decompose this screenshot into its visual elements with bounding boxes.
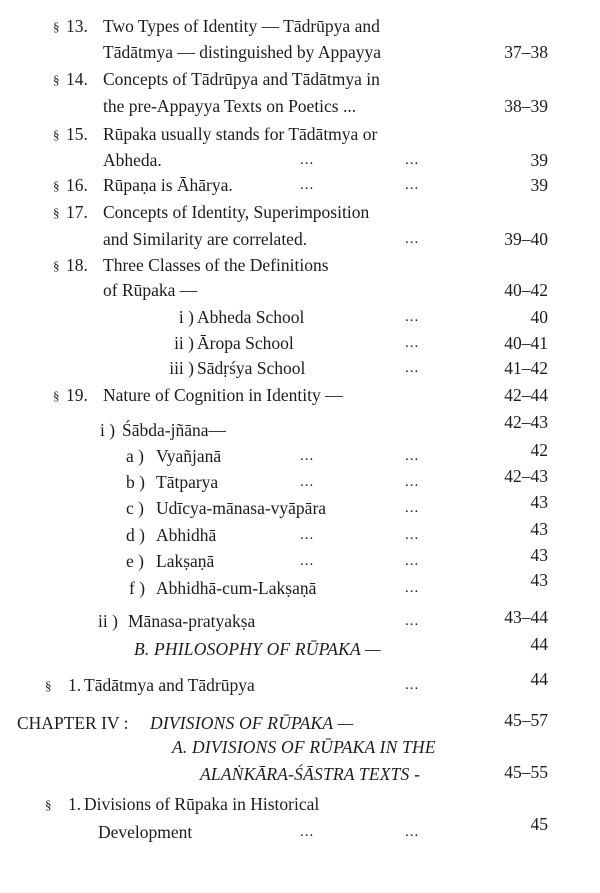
page-number: 42–43 [504, 466, 548, 486]
leader-dots: ... [405, 177, 420, 193]
toc-chapter-4 [0, 711, 600, 735]
subentry-label: ii ) [98, 611, 118, 631]
page-number: 37–38 [504, 42, 548, 62]
toc-entry-17 [0, 200, 600, 224]
item-label: c ) [126, 498, 144, 518]
leader-dots: ... [405, 824, 420, 840]
toc-entry-15 [0, 122, 600, 146]
page-number: 43 [530, 492, 548, 512]
entry-title: Divisions of Rūpaka in Historical [84, 794, 320, 814]
entry-title-cont: Tādātmya — distinguished by Appayya [103, 42, 382, 62]
page-number: 40–42 [504, 280, 548, 300]
page-number: 40–41 [504, 333, 548, 353]
toc-subentry-19-ii [0, 609, 600, 633]
entry-number: 18. [66, 255, 88, 275]
page-number: 43 [530, 519, 548, 539]
leader-dots: ... [405, 553, 420, 569]
entry-title: Concepts of Tādrūpya and Tādātmya in [103, 69, 380, 89]
subentry-label: i ) [100, 420, 116, 440]
leader-dots: ... [405, 309, 420, 325]
toc-part-a [0, 735, 600, 759]
toc-subentry-19-i-page [0, 410, 600, 434]
toc-subentry-18-i [0, 305, 600, 329]
leader-dots: ... [405, 580, 420, 596]
page-number: 43 [530, 570, 548, 590]
entry-title-cont: of Rūpaka — [103, 280, 198, 300]
toc-entry-a1-cont [0, 814, 600, 844]
subentry-title: Āropa School [197, 333, 294, 353]
item-label: b ) [126, 472, 145, 492]
toc-item-19-e [0, 545, 600, 573]
leader-dots: ... [300, 824, 315, 840]
entry-title: Concepts of Identity, Superimposition [103, 202, 370, 222]
item-label: a ) [126, 446, 144, 466]
chapter-label: CHAPTER IV : [17, 713, 129, 733]
section-mark: § [53, 72, 60, 87]
leader-dots: ... [405, 677, 420, 693]
entry-title: Tādātmya and Tādrūpya [84, 675, 255, 695]
page-number: 39 [530, 150, 548, 170]
leader-dots: ... [300, 474, 315, 490]
item-label: e ) [126, 551, 144, 571]
page-number: 42 [530, 440, 548, 460]
entry-title: Three Classes of the Definitions [103, 255, 329, 275]
entry-number: 1. [68, 675, 82, 695]
toc-entry-19 [0, 383, 600, 407]
entry-title: Rūpaṇa is Āhārya. [103, 175, 233, 195]
page-number: 43–44 [504, 607, 548, 627]
section-mark: § [53, 127, 60, 142]
chapter-title: DIVISIONS OF RŪPAKA — [150, 713, 354, 733]
leader-dots: ... [405, 500, 420, 516]
toc-item-19-f [0, 570, 600, 600]
page-number: 43 [530, 545, 548, 565]
page-number: 45–55 [504, 762, 548, 782]
toc-entry-14-cont [0, 94, 600, 118]
page-number: 44 [530, 634, 548, 654]
leader-dots: ... [300, 553, 315, 569]
section-mark: § [53, 19, 60, 34]
subentry-title: Mānasa-pratyakṣa [128, 611, 256, 631]
page-number: 38–39 [504, 96, 548, 116]
subentry-title: Sādṛśya School [197, 358, 306, 378]
leader-dots: ... [405, 360, 420, 376]
toc-part-a-cont [0, 762, 600, 786]
item-title: Tātparya [156, 472, 219, 492]
leader-dots: ... [405, 474, 420, 490]
item-label: f ) [129, 578, 146, 598]
entry-number: 1. [68, 794, 82, 814]
toc-entry-b1 [0, 669, 600, 697]
page-number: 41–42 [504, 358, 548, 378]
subentry-label: iii ) [169, 358, 194, 378]
leader-dots: ... [405, 231, 420, 247]
entry-number: 16. [66, 175, 88, 195]
leader-dots: ... [300, 527, 315, 543]
toc-entry-14 [0, 67, 600, 91]
page-number: 45 [530, 814, 548, 834]
item-title: Udīcya-mānasa-vyāpāra [156, 498, 327, 518]
leader-dots: ... [405, 613, 420, 629]
page-number: 44 [530, 669, 548, 689]
toc-part-b [0, 634, 600, 661]
leader-dots: ... [405, 448, 420, 464]
entry-title: Rūpaka usually stands for Tādātmya or [103, 124, 378, 144]
toc-entry-a1 [0, 792, 600, 816]
toc-item-19-b [0, 466, 600, 494]
item-label: d ) [126, 525, 145, 545]
entry-number: 17. [66, 202, 88, 222]
section-mark: § [53, 178, 60, 193]
page-number: 39 [530, 175, 548, 195]
entry-title-cont: and Similarity are correlated. [103, 229, 308, 249]
entry-title: Two Types of Identity — Tādrūpya and [103, 16, 380, 36]
subentry-title: Abheda School [197, 307, 305, 327]
page-number: 42–44 [504, 385, 548, 405]
section-mark: § [53, 388, 60, 403]
item-title: Lakṣaṇā [156, 551, 215, 571]
item-title: Abhidhā-cum-Lakṣaṇā [156, 578, 317, 598]
entry-title-cont: the pre-Appayya Texts on Poetics ... [103, 96, 357, 116]
page-number: 45–57 [504, 710, 548, 730]
toc-entry-16 [0, 173, 600, 197]
leader-dots: ... [405, 335, 420, 351]
toc-entry-18-cont [0, 278, 600, 302]
entry-title-cont: Development [98, 822, 193, 842]
page-number: 39–40 [504, 229, 548, 249]
leader-dots: ... [405, 152, 420, 168]
page-number: 42–43 [504, 412, 548, 432]
page-number: 40 [530, 307, 548, 327]
toc-entry-13-cont [0, 40, 600, 64]
item-title: Vyañjanā [156, 446, 222, 466]
entry-number: 19. [66, 385, 88, 405]
entry-title: Nature of Cognition in Identity — [103, 385, 343, 405]
part-heading-cont: ALAṄKĀRA-ŚĀSTRA TEXTS - [200, 764, 421, 784]
part-heading: A. DIVISIONS OF RŪPAKA IN THE [172, 737, 436, 757]
leader-dots: ... [300, 448, 315, 464]
section-mark: § [45, 678, 52, 693]
subentry-label: i ) [178, 307, 194, 327]
entry-number: 14. [66, 69, 88, 89]
part-heading: B. PHILOSOPHY OF RŪPAKA — [134, 639, 381, 659]
toc-subentry-18-ii [0, 331, 600, 355]
subentry-title: Śābda-jñāna— [122, 420, 226, 440]
subentry-label: ii ) [174, 333, 194, 353]
entry-title-cont: Abheda. [103, 150, 162, 170]
toc-entry-18 [0, 253, 600, 277]
section-mark: § [53, 205, 60, 220]
toc-item-19-d [0, 519, 600, 547]
toc-entry-13 [0, 14, 600, 38]
toc-entry-17-cont [0, 227, 600, 251]
leader-dots: ... [405, 527, 420, 543]
toc-item-19-c [0, 492, 600, 520]
section-mark: § [45, 797, 52, 812]
leader-dots: ... [300, 152, 315, 168]
item-title: Abhidhā [156, 525, 217, 545]
toc-entry-15-cont [0, 148, 600, 172]
entry-number: 13. [66, 16, 88, 36]
entry-number: 15. [66, 124, 88, 144]
section-mark: § [53, 258, 60, 273]
toc-subentry-18-iii [0, 356, 600, 380]
leader-dots: ... [300, 177, 315, 193]
